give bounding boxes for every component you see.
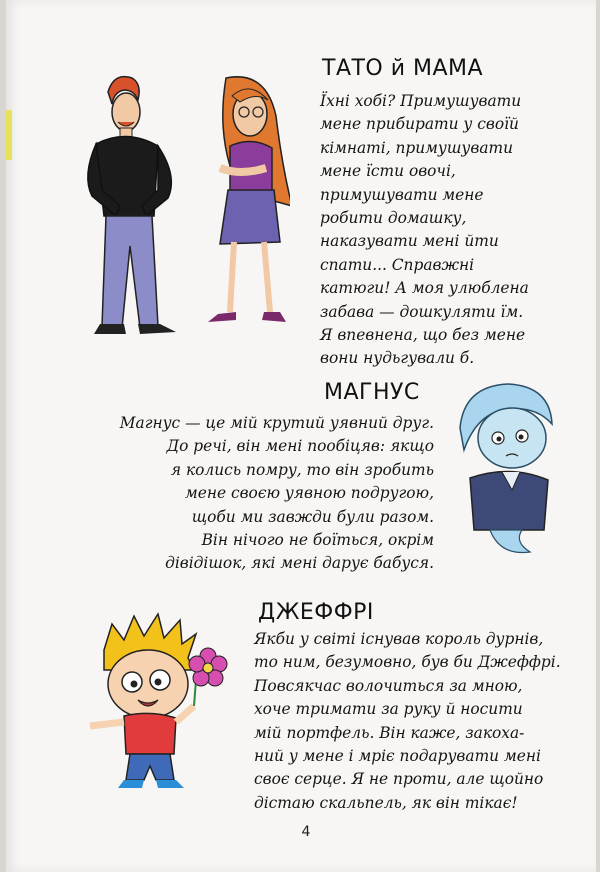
parents-description [320, 90, 529, 371]
text-line: дістаю скальпель, як він тікає! [254, 793, 518, 812]
text-line: Я впевнена, що без мене [320, 326, 526, 345]
text-line: примушувати мене [320, 185, 484, 204]
text-line: Повсякчас волочиться за мною, [254, 676, 523, 695]
text-line: кімнаті, примушувати [320, 138, 513, 157]
text-line: мене прибирати у своїй [320, 115, 519, 134]
text-line: вони нудьгували б. [320, 349, 475, 368]
text-line: своє серце. Я не проти, але щойно [254, 770, 544, 789]
parents-illustration [80, 66, 290, 346]
text-line: робити домашку, [320, 209, 467, 228]
magnus-illustration [450, 380, 560, 558]
text-line: мій портфель. Він каже, закоха- [254, 723, 525, 742]
text-line: мене їсти овочі, [320, 162, 456, 181]
text-line: ний у мене і мріє подарувати мені [254, 747, 541, 766]
text-line: Магнус — це мій крутий уявний друг. [119, 414, 434, 432]
flower [189, 648, 227, 686]
text-line: я колись помру, то він зробить [170, 460, 434, 479]
page-edge-marker [6, 110, 12, 160]
section-heading-parents: ТАТО й МАМА [322, 56, 484, 81]
jeffrey-illustration [84, 610, 244, 790]
jeffrey-description [254, 628, 561, 815]
text-line: наказувати мені йти [320, 232, 499, 251]
text-line: мене своєю уявною подругою, [184, 484, 434, 503]
page-number: 4 [301, 824, 311, 840]
text-line: До речі, він мені пообіцяв: якщо [166, 437, 434, 456]
text-line: Він нічого не боїться, окрім [201, 531, 434, 550]
section-heading-jeffrey: ДЖЕФФРІ [258, 600, 374, 625]
text-line: хоче тримати за руку й носити [254, 700, 523, 719]
mom-figure [208, 77, 290, 322]
text-line: катюги! А моя улюблена [320, 279, 529, 298]
text-line: щоби ми завжди були разом. [191, 507, 434, 526]
text-line: Якби у світі існував король дурнів, [254, 630, 544, 648]
book-page [6, 0, 596, 872]
text-line: дівідішок, які мені дарує бабуся. [165, 554, 434, 573]
text-line: Їхні хобі? Примушувати [320, 92, 522, 110]
magnus-description [96, 412, 434, 576]
text-line: спати... Справжні [320, 255, 475, 274]
text-line: то ним, безумовно, був би Джеффрі. [254, 653, 561, 672]
section-heading-magnus: МАГНУС [324, 380, 420, 405]
dad-figure [88, 77, 176, 334]
text-line: забава — дошкуляти їм. [320, 302, 524, 321]
